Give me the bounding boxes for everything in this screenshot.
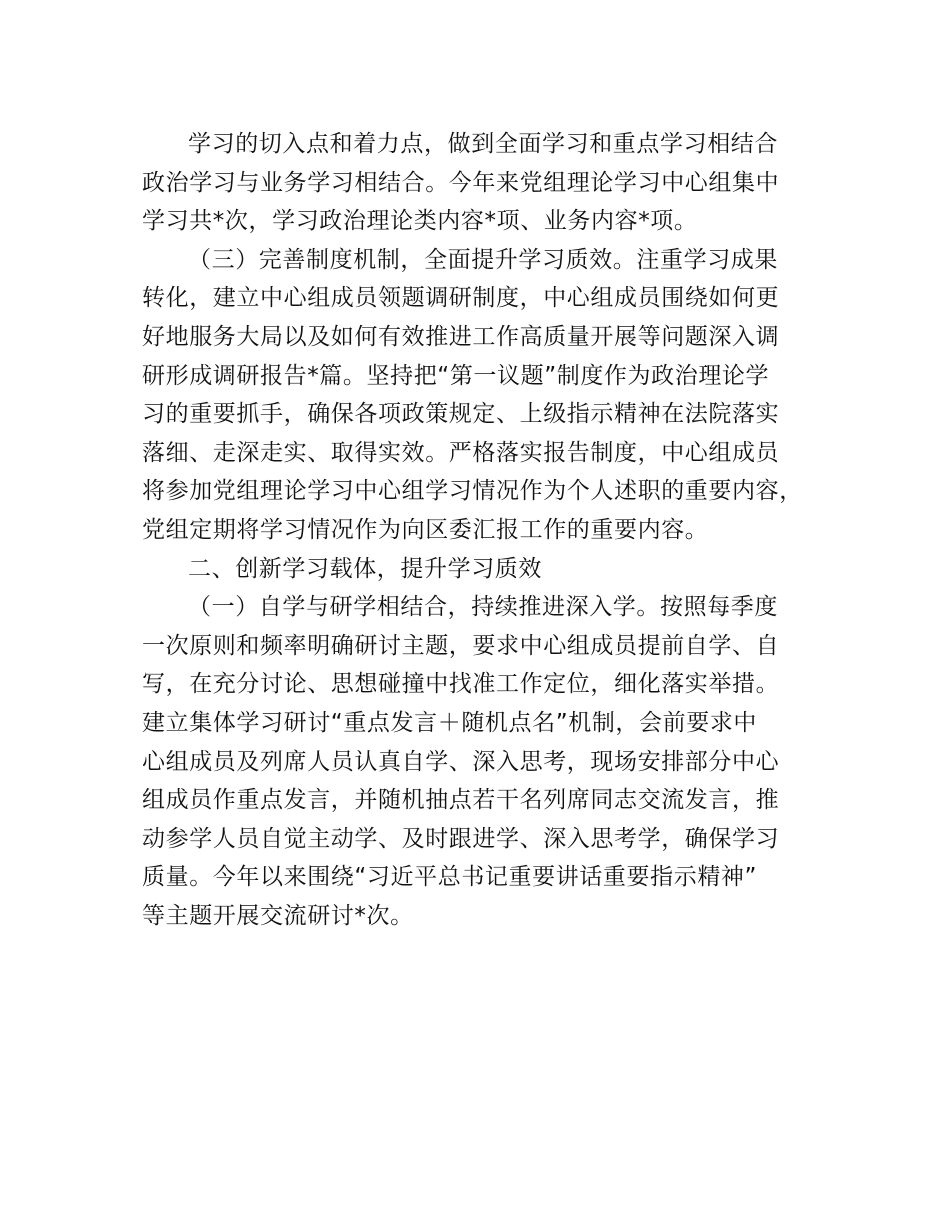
text-line: 学习的切入点和着力点，做到全面学习和重点学习相结合 [188,131,778,157]
text-line: 等主题开展交流研讨*次。 [142,902,414,929]
text-line: 心组成员及列席人员认真自学、深入思考，现场安排部分中心 [142,748,780,775]
text-line: 一次原则和频率明确研讨主题，要求中心组成员提前自学、自 [142,632,780,659]
text-line: 研形成调研报告*篇。坚持把“第一议题”制度作为政治理论学 [142,362,770,389]
paragraph-improve-mechanism [142,241,832,550]
text-line: 质量。今年以来围绕“习近平总书记重要讲话重要指示精神” [142,864,758,891]
text-line: 建立集体学习研讨“重点发言＋随机点名”机制，会前要求中 [142,709,758,736]
text-line: 动参学人员自觉主动学、及时跟进学、深入思考学，确保学习 [142,825,780,852]
text-line: 写，在充分讨论、思想碰撞中找准工作定位，细化落实举措。 [142,671,780,698]
text-line: 政治学习与业务学习相结合。今年来党组理论学习中心组集中 [142,169,780,196]
document-page [142,125,832,935]
text-line: 组成员作重点发言，并随机抽点若干名列席同志交流发言，推 [142,787,780,814]
text-line: 习的重要抓手，确保各项政策规定、上级指示精神在法院落实 [142,401,780,428]
text-line: （一）自学与研学相结合，持续推进深入学。按照每季度 [188,594,778,621]
text-line: 学习共*次，学习政治理论类内容*项、业务内容*项。 [142,208,698,235]
paragraph-study-focus [142,125,832,241]
text-line: 落细、走深走实、取得实效。严格落实报告制度，中心组成员 [142,439,780,466]
text-line: 将参加党组理论学习中心组学习情况作为个人述职的重要内容， [142,478,803,505]
paragraph-self-study [142,588,832,935]
heading-line: 二、创新学习载体，提升学习质效 [188,555,542,582]
text-line: 党组定期将学习情况作为向区委汇报工作的重要内容。 [142,516,709,543]
text-line: 好地服务大局以及如何有效推进工作高质量开展等问题深入调 [142,323,780,350]
text-line: （三）完善制度机制，全面提升学习质效。注重学习成果 [188,246,778,273]
section-heading-innovate-carriers [142,550,832,589]
text-line: 转化，建立中心组成员领题调研制度，中心组成员围绕如何更 [142,285,780,312]
